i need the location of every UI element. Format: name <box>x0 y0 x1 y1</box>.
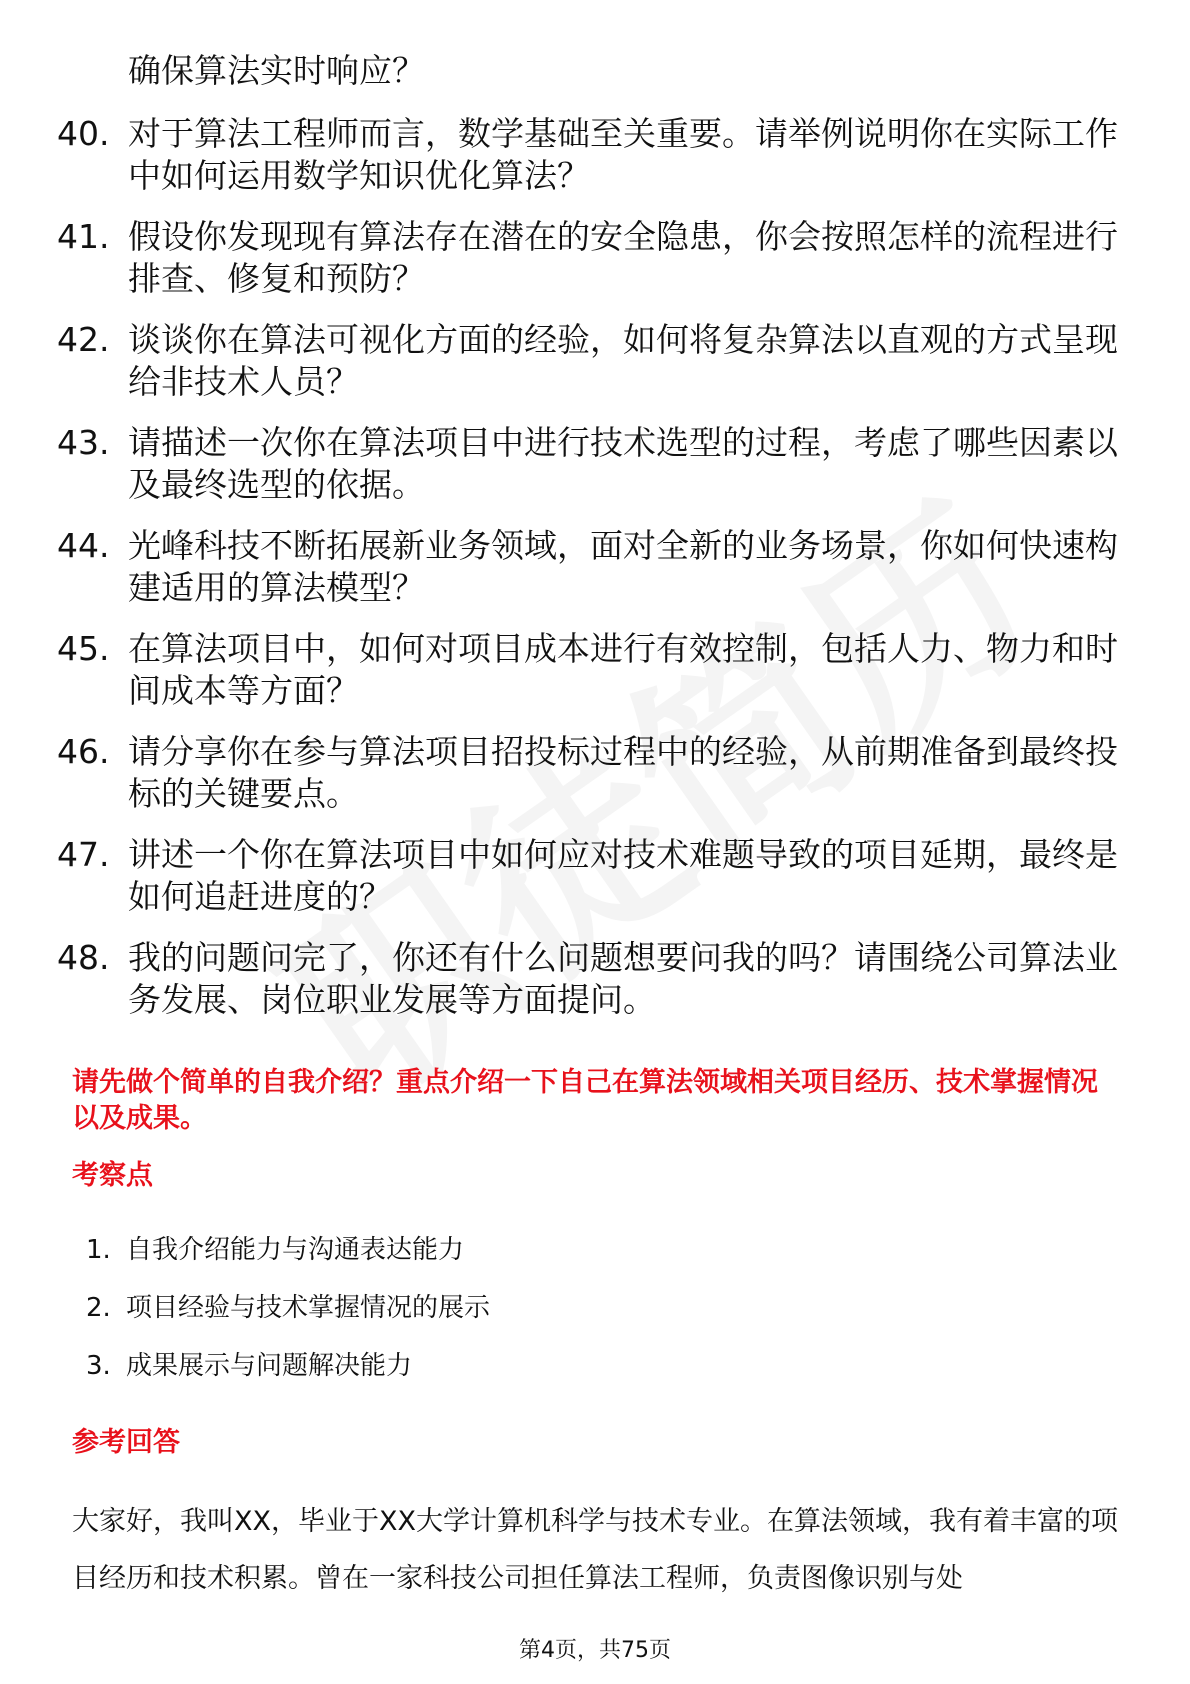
point-text: 项目经验与技术掌握情况的展示 <box>126 1293 491 1323</box>
question-text: 光峰科技不断拓展新业务领域，面对全新的业务场景，你如何快速构建适用的算法模型？ <box>128 526 1118 607</box>
question-text: 假设你发现现有算法存在潜在的安全隐患，你会按照怎样的流程进行排查、修复和预防？ <box>128 217 1118 298</box>
point-text: 自我介绍能力与沟通表达能力 <box>126 1235 465 1265</box>
question-item <box>0 628 1190 731</box>
question-number: 42. <box>57 320 110 359</box>
question-number: 46. <box>57 732 110 771</box>
question-text: 请分享你在参与算法项目招投标过程中的经验，从前期准备到最终投标的关键要点。 <box>128 732 1118 813</box>
question-text: 请描述一次你在算法项目中进行技术选型的过程，考虑了哪些因素以及最终选型的依据。 <box>128 423 1118 504</box>
question-item <box>0 113 1190 216</box>
question-text: 谈谈你在算法可视化方面的经验，如何将复杂算法以直观的方式呈现给非技术人员？ <box>128 320 1118 401</box>
question-text: 我的问题问完了，你还有什么问题想要问我的吗？请围绕公司算法业务发展、岗位职业发展等方面提问。 <box>128 938 1118 1019</box>
question-text: 讲述一个你在算法项目中如何应对技术难题导致的项目延期，最终是如何追赶进度的？ <box>128 835 1118 916</box>
question-number: 48. <box>57 938 110 977</box>
question-item <box>0 319 1190 422</box>
points-list <box>0 1233 1190 1407</box>
point-number: 2. <box>86 1293 111 1323</box>
question-item <box>0 216 1190 319</box>
question-text: 在算法项目中，如何对项目成本进行有效控制，包括人力、物力和时间成本等方面？ <box>128 629 1118 710</box>
answer-section-title: 参考回答 <box>72 1427 180 1458</box>
question-number: 47. <box>57 835 110 874</box>
question-list <box>0 113 1190 1040</box>
question-number: 44. <box>57 526 110 565</box>
points-section-title: 考察点 <box>72 1160 153 1191</box>
question-item <box>0 731 1190 834</box>
question-item <box>0 422 1190 525</box>
question-number: 43. <box>57 423 110 462</box>
highlight-question: 请先做个简单的自我介绍？重点介绍一下自己在算法领域相关项目经历、技术掌握情况以及成果。 <box>72 1067 1098 1134</box>
point-item <box>0 1291 1190 1349</box>
question-item <box>0 525 1190 628</box>
question-number: 40. <box>57 114 110 153</box>
answer-text: 大家好，我叫XX，毕业于XX大学计算机科学与技术专业。在算法领域，我有着丰富的项目经历和技术积累。曾在一家科技公司担任算法工程师，负责图像识别与处 <box>72 1506 1118 1594</box>
question-item <box>0 834 1190 937</box>
question-number: 41. <box>57 217 110 256</box>
point-item <box>0 1233 1190 1291</box>
continued-question-text: 确保算法实时响应？ <box>128 51 425 90</box>
point-item <box>0 1349 1190 1407</box>
question-number: 45. <box>57 629 110 668</box>
point-text: 成果展示与问题解决能力 <box>126 1351 413 1381</box>
question-text: 对于算法工程师而言，数学基础至关重要。请举例说明你在实际工作中如何运用数学知识优化算法？ <box>128 114 1118 195</box>
point-number: 1. <box>86 1235 111 1265</box>
page-footer: 第4页，共75页 <box>519 1638 671 1663</box>
question-item <box>0 937 1190 1040</box>
point-number: 3. <box>86 1351 111 1381</box>
